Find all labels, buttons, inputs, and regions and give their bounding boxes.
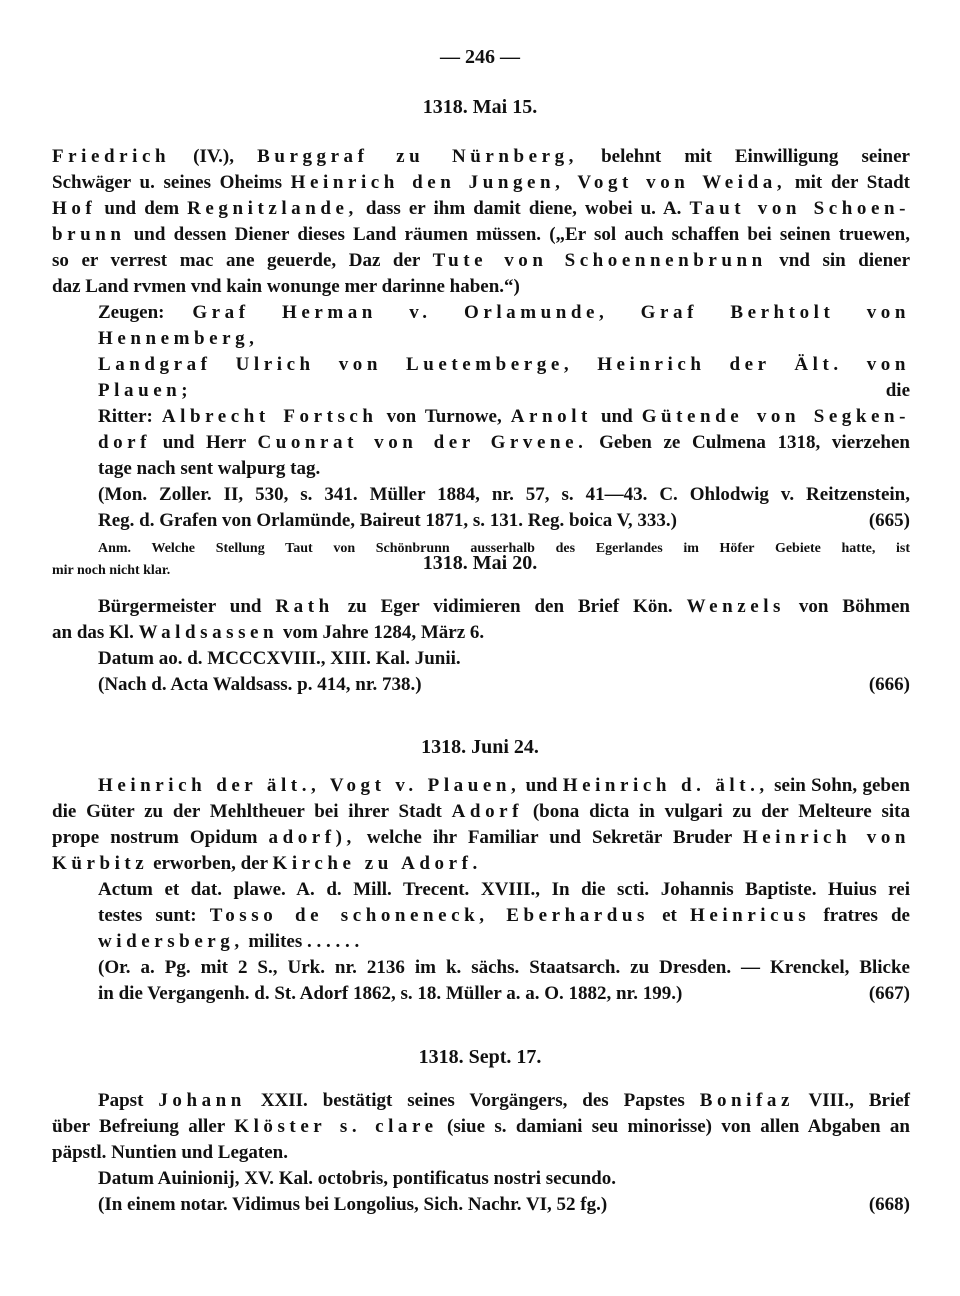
spaced-name: brunn xyxy=(52,224,126,245)
text-line xyxy=(52,929,910,955)
source-line: in die Vergangenh. d. St. Adorf 1862, s. 18. Müller a. a. O. 1882, nr. 199.) xyxy=(98,983,683,1004)
spaced-name: Kirche zu Adorf. xyxy=(272,853,482,874)
text-line xyxy=(52,825,910,851)
text-segment: tage nach sent walpurg tag. xyxy=(98,458,321,479)
text-segment: und xyxy=(591,406,642,427)
text-segment: (IV.), xyxy=(170,146,258,167)
text-line xyxy=(52,430,910,456)
spaced-name: Bonifaz xyxy=(699,1090,794,1111)
text-segment: die xyxy=(192,380,910,401)
text-segment: belehnt mit Einwilligung seiner xyxy=(577,146,910,167)
spaced-name: Waldsassen xyxy=(138,622,279,643)
spaced-name: Arnolt xyxy=(510,406,592,427)
text-line xyxy=(52,144,910,170)
spaced-name: Heinrich von xyxy=(742,827,911,848)
spaced-name: Adorf xyxy=(451,801,524,822)
text-segment: und dessen Diener dieses Land räumen müssen. („Er sol auch schaffen bei seinen truewen, xyxy=(125,224,910,245)
spaced-name: Regnitzlande, xyxy=(187,198,358,219)
text-segment: Schwäger u. seines Oheims xyxy=(52,172,291,193)
text-segment: und xyxy=(520,775,563,796)
source-row xyxy=(52,1192,910,1218)
entry-date: 1318. Sept. 17. xyxy=(418,1046,542,1068)
text-segment: VIII., Brief xyxy=(793,1090,910,1111)
text-segment: so er verrest mac ane geuerde, Daz der xyxy=(52,250,433,271)
text-segment: mit der Stadt xyxy=(786,172,911,193)
spaced-name: Graf Herman v. Orlamunde, Graf Berhtolt von Hennemberg, xyxy=(98,302,910,349)
spaced-name: Tosso de schoneneck, Eberhardus xyxy=(209,905,649,926)
text-segment: welche ihr Familiar und Sekretär Bruder xyxy=(355,827,743,848)
note-line: mir noch nicht klar. xyxy=(52,563,171,578)
spaced-name: Gütende von Segken- xyxy=(641,406,911,427)
text-line xyxy=(52,1114,910,1140)
spaced-name: Taut von Schoen- xyxy=(689,198,910,219)
text-line xyxy=(52,196,910,222)
text-segment: daz Land rvmen vnd kain wonunge mer darinne haben.“) xyxy=(52,276,520,297)
source-row xyxy=(52,508,910,534)
spaced-name: Tute von Schoennenbrunn xyxy=(432,250,767,271)
spaced-name: Heinricus xyxy=(690,905,811,926)
text-segment: milites . . . . . . xyxy=(243,931,360,952)
spaced-name: Rath xyxy=(275,596,334,617)
text-line xyxy=(52,877,910,903)
text-line xyxy=(52,248,910,274)
text-segment: dass er ihm damit diene, wobei u. A. xyxy=(357,198,690,219)
entry-number: (665) xyxy=(868,510,910,531)
text-segment: Papst xyxy=(98,1090,159,1111)
text-line xyxy=(52,300,910,352)
entry-665 xyxy=(52,144,910,582)
entry-number: (668) xyxy=(868,1194,910,1215)
text-segment: die Güter zu der Mehltheuer bei ihrer Stadt xyxy=(52,801,452,822)
text-segment: testes sunt: xyxy=(98,905,210,926)
text-line xyxy=(52,594,910,620)
spaced-name: Heinrich d. ält., xyxy=(562,775,769,796)
text-segment: päpstl. Nuntien und Legaten. xyxy=(52,1142,288,1163)
spaced-name: Wenzels xyxy=(686,596,785,617)
entry-668 xyxy=(52,1088,910,1218)
text-line xyxy=(52,903,910,929)
text-segment: (siue s. damiani seu minorisse) von allen Abgaben an xyxy=(437,1116,910,1137)
spaced-name: dorf xyxy=(98,432,152,453)
text-segment: über Befreiung aller xyxy=(52,1116,235,1137)
note-line: Anm. Welche Stellung Taut von Schönbrunn ausserhalb des Egerlandes im Höfer Gebiete hatte, ist xyxy=(98,541,910,556)
text-line xyxy=(52,222,910,248)
text-segment: an das Kl. xyxy=(52,622,139,643)
spaced-name: Landgraf Ulrich von Luetemberge, Heinrich der Ält. von Plauen; xyxy=(98,354,910,401)
text-line: Datum ao. d. MCCCXVIII., XIII. Kal. Junii. xyxy=(98,648,461,669)
text-segment: sein Sohn, geben xyxy=(768,775,911,796)
entry-666 xyxy=(52,594,910,698)
spaced-name: Friedrich xyxy=(52,146,171,167)
text-line xyxy=(52,404,910,430)
text-line xyxy=(52,1140,910,1166)
spaced-name: adorf), xyxy=(268,827,356,848)
text-segment: et xyxy=(649,905,691,926)
text-segment: zu Eger vidimieren den Brief Kön. xyxy=(333,596,687,617)
text-segment: Zeugen: xyxy=(98,302,193,323)
text-line: Datum Auinionij, XV. Kal. octobris, pontificatus nostri secundo. xyxy=(98,1168,616,1189)
text-segment: und Herr xyxy=(151,432,258,453)
text-segment: Geben ze Culmena 1318, vierzehen xyxy=(587,432,910,453)
spaced-name: Heinrich den Jungen, Vogt von Weida, xyxy=(290,172,787,193)
text-line xyxy=(52,170,910,196)
text-segment: (bona dicta in vulgari zu der Melteure sita xyxy=(523,801,911,822)
spaced-name: Hof xyxy=(52,198,97,219)
entry-667 xyxy=(52,773,910,1007)
text-segment: Bürgermeister und xyxy=(98,596,276,617)
source-line: (Or. a. Pg. mit 2 S., Urk. nr. 2136 im k. sächs. Staatsarch. zu Dresden. — Krenckel, Blicke xyxy=(98,957,910,978)
text-segment: vnd sin diener xyxy=(766,250,910,271)
text-line xyxy=(52,274,910,300)
text-line xyxy=(52,851,910,877)
text-line xyxy=(52,620,910,646)
text-line xyxy=(52,1088,910,1114)
source-row xyxy=(52,672,910,698)
spaced-name: Kürbitz xyxy=(52,853,149,874)
text-segment: fratres de xyxy=(810,905,910,926)
spaced-name: Klöster s. clare xyxy=(234,1116,438,1137)
source-line: (In einem notar. Vidimus bei Longolius, Sich. Nachr. VI, 52 fg.) xyxy=(98,1194,608,1215)
page-number: — 246 — xyxy=(440,46,520,68)
source-line: (Nach d. Acta Waldsass. p. 414, nr. 738.) xyxy=(98,674,422,695)
spaced-name: Heinrich der ält., Vogt v. Plauen, xyxy=(98,775,521,796)
entry-date: 1318. Mai 20. xyxy=(422,552,538,574)
entry-number: (666) xyxy=(868,674,910,695)
entry-date: 1318. Juni 24. xyxy=(421,736,539,758)
source-row xyxy=(52,981,910,1007)
text-segment: und dem xyxy=(96,198,188,219)
text-segment: von Böhmen xyxy=(785,596,911,617)
text-line xyxy=(52,799,910,825)
text-segment: prope nostrum Opidum xyxy=(52,827,269,848)
source-line: Reg. d. Grafen von Orlamünde, Baireut 1871, s. 131. Reg. boica V, 333.) xyxy=(98,510,677,531)
spaced-name: Johann xyxy=(158,1090,246,1111)
spaced-name: widersberg, xyxy=(98,931,244,952)
text-line xyxy=(52,456,910,482)
text-line xyxy=(52,773,910,799)
entry-date: 1318. Mai 15. xyxy=(422,96,538,118)
spaced-name: Albrecht Fortsch xyxy=(161,406,378,427)
spaced-name: Cuonrat von der Grvene. xyxy=(257,432,588,453)
source-line: (Mon. Zoller. II, 530, s. 341. Müller 1884, nr. 57, s. 41—43. C. Ohlodwig v. Reitzenstein, xyxy=(98,484,910,505)
entry-number: (667) xyxy=(868,983,910,1004)
text-segment: Ritter: xyxy=(98,406,162,427)
text-segment: Actum et dat. plawe. A. d. Mill. Trecent. XVIII., In die scti. Johannis Baptiste. Huius rei xyxy=(98,879,910,900)
text-segment: vom Jahre 1284, März 6. xyxy=(278,622,485,643)
text-segment: XXII. bestätigt seines Vorgängers, des Papstes xyxy=(245,1090,700,1111)
text-segment: von Turnowe, xyxy=(377,406,511,427)
spaced-name: Burggraf zu Nürnberg, xyxy=(257,146,578,167)
text-segment: erworben, der xyxy=(148,853,273,874)
text-line xyxy=(52,352,910,404)
